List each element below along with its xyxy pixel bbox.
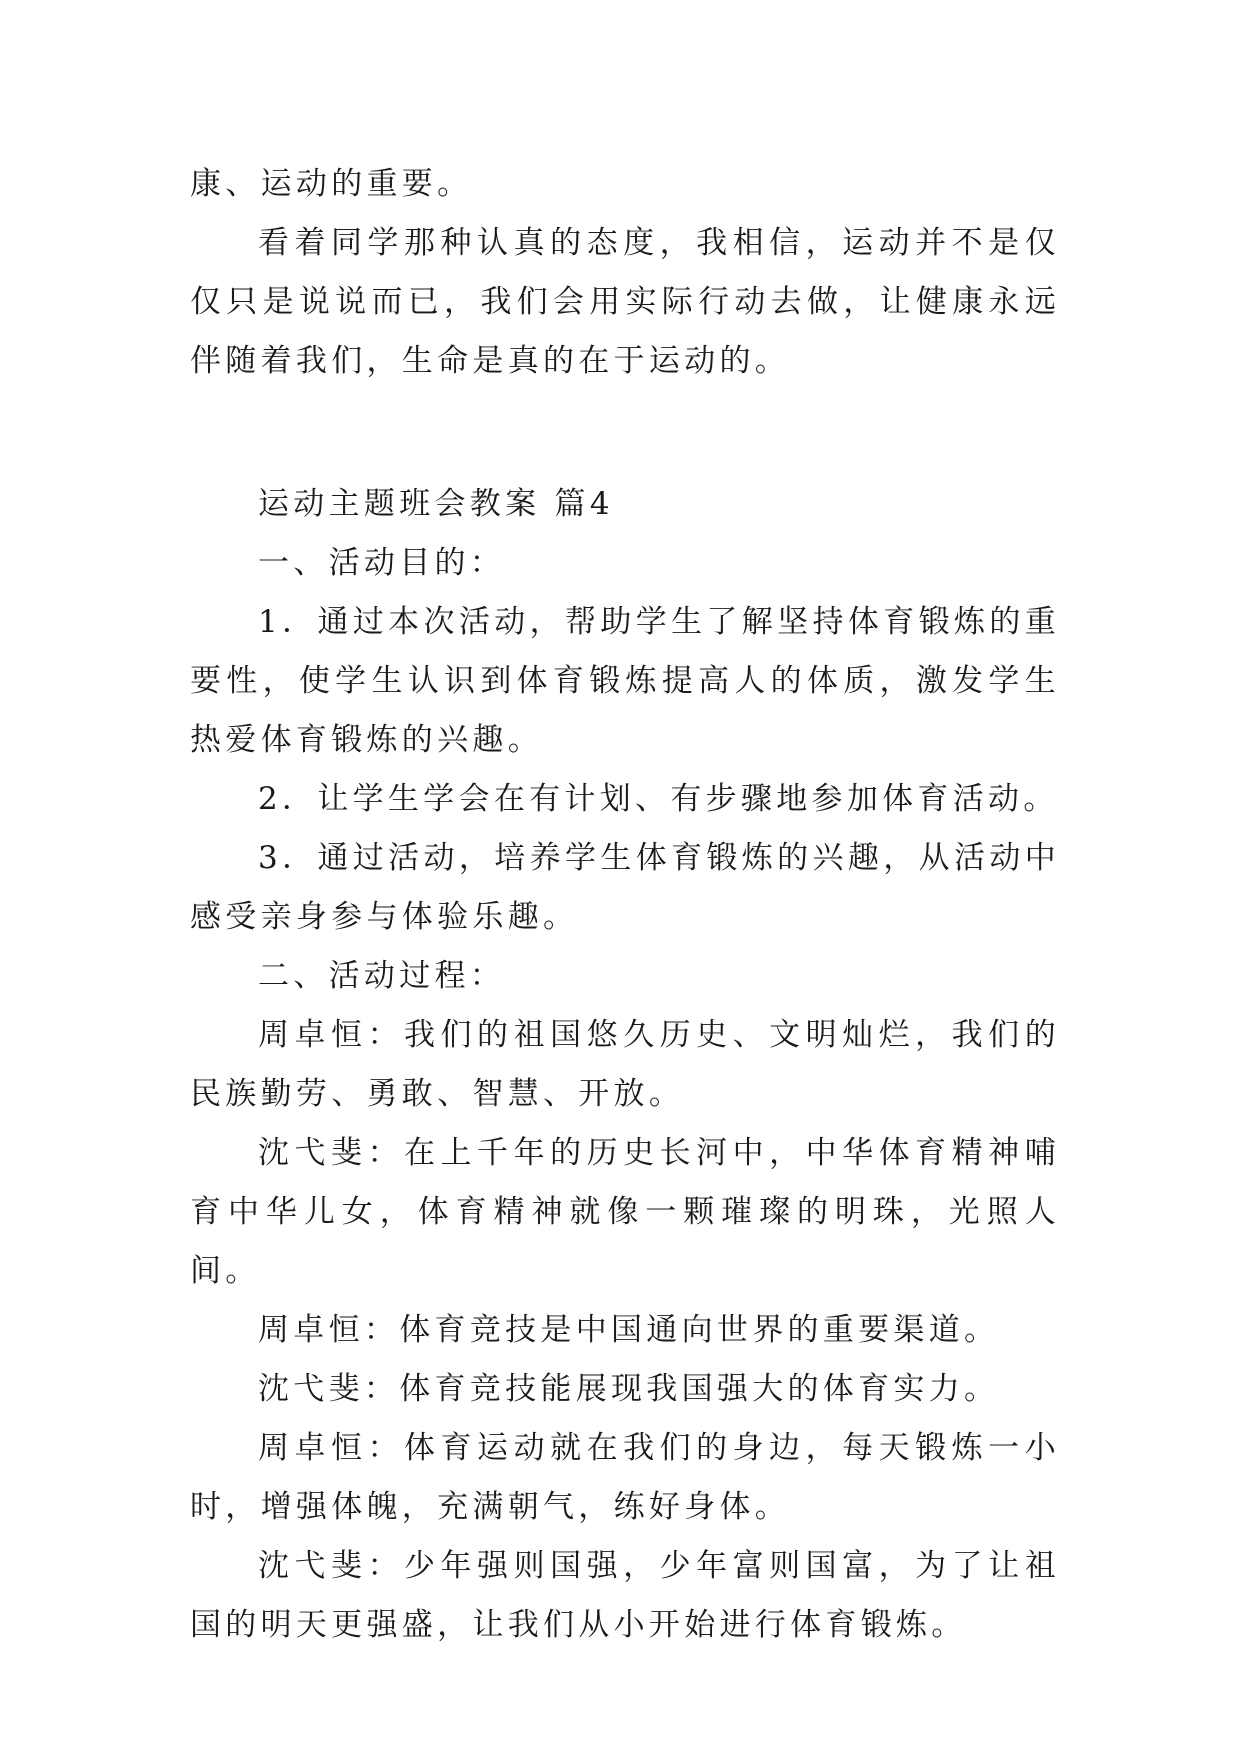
document-page	[190, 155, 1060, 1655]
dialogue-line: 周卓恒：体育运动就在我们的身边，每天锻炼一小时，增强体魄，充满朝气，练好身体。	[190, 1430, 1060, 1525]
section-title: 运动主题班会教案 篇4	[258, 486, 614, 522]
objective-item: 2．让学生学会在有计划、有步骤地参加体育活动。	[258, 781, 1059, 817]
dialogue-line: 沈弋斐：少年强则国强，少年富则国富，为了让祖国的明天更强盛，让我们从小开始进行体育锻炼。	[190, 1548, 1060, 1643]
dialogue-line: 沈弋斐：在上千年的历史长河中，中华体育精神哺育中华儿女，体育精神就像一颗璀璨的明珠，光照人间。	[190, 1135, 1060, 1289]
continuation-paragraph: 看着同学那种认真的态度，我相信，运动并不是仅仅只是说说而已，我们会用实际行动去做，让健康永远伴随着我们，生命是真的在于运动的。	[190, 225, 1060, 379]
process-heading: 二、活动过程：	[258, 958, 506, 994]
continuation-line: 康、运动的重要。	[190, 166, 473, 202]
section-gap	[190, 391, 1060, 475]
objective-item: 1．通过本次活动，帮助学生了解坚持体育锻炼的重要性，使学生认识到体育锻炼提高人的体质，激发学生热爱体育锻炼的兴趣。	[190, 604, 1060, 758]
objectives-heading: 一、活动目的：	[258, 545, 506, 581]
dialogue-line: 周卓恒：体育竞技是中国通向世界的重要渠道。	[258, 1312, 1000, 1348]
dialogue-line: 沈弋斐：体育竞技能展现我国强大的体育实力。	[258, 1371, 1000, 1407]
dialogue-line: 周卓恒：我们的祖国悠久历史、文明灿烂，我们的民族勤劳、勇敢、智慧、开放。	[190, 1017, 1060, 1112]
objective-item: 3．通过活动，培养学生体育锻炼的兴趣，从活动中感受亲身参与体验乐趣。	[190, 840, 1060, 935]
